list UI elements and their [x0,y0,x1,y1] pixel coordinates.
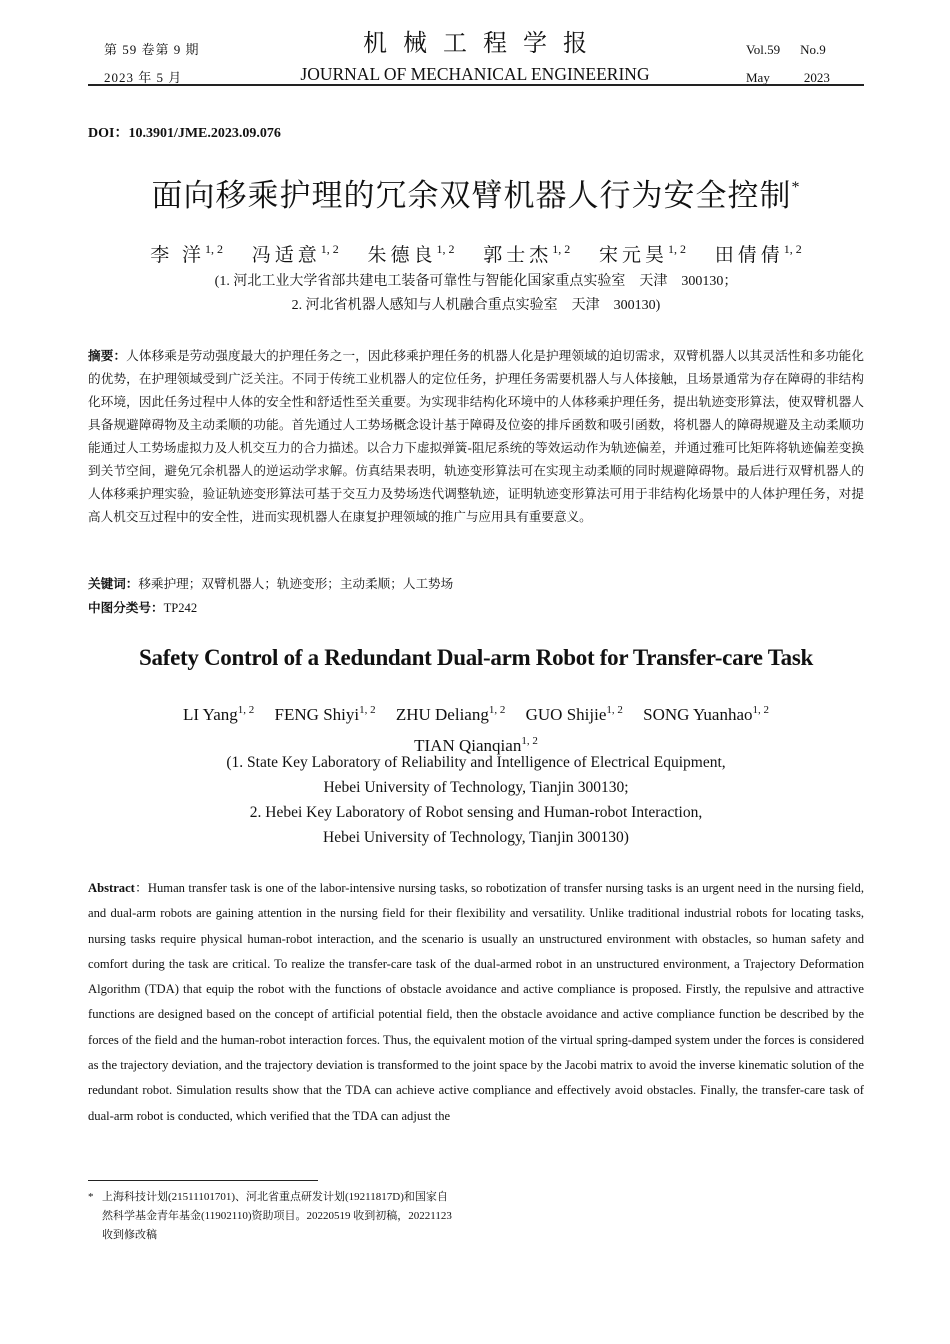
abstract-en-text: Human transfer task is one of the labor-intensive nursing tasks, so robotization of transfer nursing tasks is an urgent need in the nursing field, and dual-arm robots are gaining attention in the nursing field for their flexibility and versatility. Unlike traditional industrial robots for locating tasks, nursing tasks require physical human-robot interaction, and the scenario is usually an unstructured environment with obstacles, so human safety and comfort during the task are critical. To realize the transfer-care task of the dual-armed robot in an unstructured environment, a Trajectory Deformation Algorithm (TDA) that equip the robot with the functions of obstacle avoidance and active compliance is proposed. Firstly, the repulsive and attractive functions are designed based on the concept of artificial potential field, then the obstacle avoidance and active compliance function be described by the forces of the field and the human-robot interaction forces. Thus, the equivalent motion of the virtual spring-damped system under the forces is considered as the trajectory deviation, and the trajectory deviation is transformed to the joint space by the Jacobi matrix to avoid the inverse kinematic solution of the redundant robot. Simulation results show that the TDA can achieve active compliance and effectively avoid obstacles. Finally, the transfer-care task of dual-arm robot is conducted, which verified that the TDA can adjust the [88,881,864,1123]
author-en: SONG Yuanhao$^{1, 2}$ [643,704,769,724]
footnote-rule [88,1180,318,1181]
title-en: Safety Control of a Redundant Dual-arm Robot for Transfer-care Task [139,645,813,670]
affiliation-en-line: Hebei University of Technology, Tianjin 300130) [323,829,629,846]
affiliations-cn [88,270,864,318]
title-cn-text: 面向移乘护理的冗余双臂机器人行为安全控制 [151,178,792,214]
authors-cn [88,234,864,271]
doi[interactable]: DOI：10.3901/JME.2023.09.076 [88,126,281,141]
abstract-cn-text: 人体移乘是劳动强度最大的护理任务之一，因此移乘护理任务的机器人化是护理领域的迫切需求，双臂机器人以其灵活性和多功能化的优势，在护理领域受到广泛关注。不同于传统工业机器人的定位任务，护理任务需要机器人与人体接触，且场景通常为存在障碍的非结构化环境，因此任务过程中人体的安全性和舒适性至关重要。为实现非结构化环境中的人体移乘护理任务，提出轨迹变形算法，使双臂机器人具备规避障碍物及主动柔顺的功能。首先通过人工势场概念设计基于障碍及位姿的排斥函数和吸引函数，将机器人的障碍规避及主动柔顺功能通过人工势场虚拟力及人机交互力的合力描述。以合力下虚拟弹簧-阻尼系统的等效运动作为轨迹偏差，并通过雅可比矩阵将轨迹偏差变换到关节空间，避免冗余机器人的逆运动学求解。仿真结果表明，轨迹变形算法可在实现主动柔顺的同时规避障碍物。最后进行双臂机器人的人体移乘护理实验，验证轨迹变形算法可基于交互力及势场迭代调整轨迹，证明轨迹变形算法可用于非结构化场景中的人体护理任务，对提高人机交互过程中的安全性，进而实现机器人在康复护理领域的推广与应用具有重要意义。 [88,349,865,524]
clc-text: TP242 [163,601,198,615]
year: 2023 [803,70,830,85]
author-cn: 李 洋$^{1, 2}$ [150,242,223,266]
affiliation-en-line: 2. Hebei Key Laboratory of Robot sensing and Human-robot Interaction, [249,804,703,821]
author-cn: 田倩倩$^{1, 2}$ [714,242,802,266]
author-cn: 朱德良$^{1, 2}$ [367,242,455,266]
affiliation-en-line: (1. State Key Laboratory of Reliability and Intelligence of Electrical Equipment, [226,754,726,771]
footnote-line: 上海科技计划(21511101701)、河北省重点研发计划(19211817D)和国家自 [102,1191,448,1203]
abstract-en-label: Abstract [88,881,135,895]
author-en: GUO Shijie$^{1, 2}$ [525,704,623,724]
month: May [746,70,770,85]
footnote-line: 收到修改稿 [102,1229,157,1241]
author-en: TIAN Qianqian$^{1, 2}$ [414,735,538,755]
title-footnote-mark: * [791,179,801,196]
abstract-en [88,876,864,1129]
author-en: FENG Shiyi$^{1, 2}$ [274,704,376,724]
affiliation-en-line: Hebei University of Technology, Tianjin 300130; [323,779,629,796]
keywords-cn-label: 关键词： [88,576,139,591]
footnote-mark: * [88,1191,94,1203]
journal-masthead [275,28,675,86]
footnote [88,1188,488,1245]
abstract-cn [88,344,864,529]
keywords-cn [88,572,864,596]
author-cn: 郭士杰$^{1, 2}$ [483,242,571,266]
abstract-en-sep: ： [134,881,148,895]
volume: Vol.59 [746,42,781,57]
journal-name-en: JOURNAL OF MECHANICAL ENGINEERING [300,64,650,84]
affiliations-en [88,750,864,850]
author-cn: 冯适意$^{1, 2}$ [251,242,339,266]
journal-name-cn: 机械工程学报 [363,31,603,57]
header-rule [88,84,864,86]
author-cn: 宋元昊$^{1, 2}$ [599,242,687,266]
issue-cn: 第 59 卷第 9 期 [104,42,200,57]
number: No.9 [800,42,826,57]
affiliation-cn-1: (1. 河北工业大学省部共建电工装备可靠性与智能化国家重点实验室 天津 300130； [214,274,738,289]
clc-label: 中图分类号： [88,600,164,615]
keywords-cn-text: 移乘护理；双臂机器人；轨迹变形；主动柔顺；人工势场 [138,577,454,591]
title-cn [88,166,864,218]
footnote-text [102,1188,488,1245]
date-cn: 2023 年 5 月 [104,70,183,85]
author-en: LI Yang$^{1, 2}$ [183,704,255,724]
affiliation-cn-2: 2. 河北省机器人感知与人机融合重点实验室 天津 300130) [291,298,661,313]
clc-number [88,596,864,620]
author-en: ZHU Deliang$^{1, 2}$ [395,704,506,724]
footnote-line: 然科学基金青年基金(11902110)资助项目。20220519 收到初稿，20221123 [102,1210,452,1222]
abstract-cn-label: 摘要： [88,348,127,363]
